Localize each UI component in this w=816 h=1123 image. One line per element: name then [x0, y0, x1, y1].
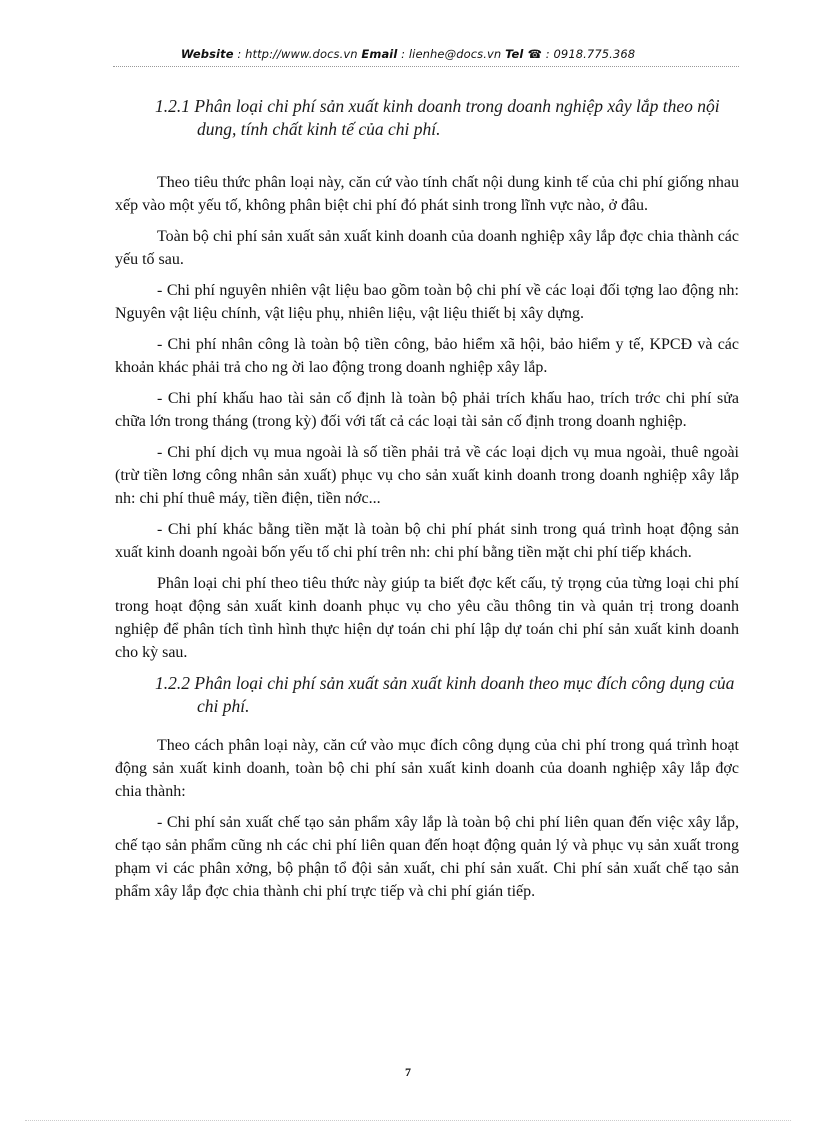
paragraph: - Chi phí sản xuất chế tạo sản phẩm xây lắp là toàn bộ chi phí liên quan đến việc xây lắp, chế tạo sản phẩm cũng nh các chi phí liên quan đến hoạt động quản lý và phục vụ sản xuất trong phạm vi các phân xởng, bộ phận tổ đội sản xuất, chi phí sản xuất. Chi phí sản xuất chế tạo sản phẩm xây lắp đợc chia thành chi phí trực tiếp và chi phí gián tiếp.: [115, 814, 739, 900]
paragraph: Toàn bộ chi phí sản xuất sản xuất kinh doanh của doanh nghiệp xây lắp đợc chia thành các yếu tố sau.: [115, 228, 739, 268]
paragraph: Phân loại chi phí theo tiêu thức này giúp ta biết đợc kết cấu, tỷ trọng của từng loại chi phí trong hoạt động sản xuất kinh doanh phục vụ cho yêu cầu thông tin và quản trị trong doanh nghiệp để phân tích tình hình thực hiện dự toán chi phí lập dự toán chi phí sản xuất kinh doanh cho kỳ sau.: [115, 575, 739, 661]
paragraph: - Chi phí nguyên nhiên vật liệu bao gồm toàn bộ chi phí về các loại đối tợng lao động nh: Nguyên vật liệu chính, vật liệu phụ, nhiên liệu, vật liệu thiết bị xây dựng.: [115, 282, 739, 322]
tel-value: : 0918.775.368: [542, 47, 636, 61]
page-header: [0, 47, 816, 61]
email-value: : lienhe@docs.vn: [397, 47, 506, 61]
paragraph: Theo tiêu thức phân loại này, căn cứ vào tính chất nội dung kinh tế của chi phí giống nhau xếp vào một yếu tố, không phân biệt chi phí đó phát sinh trong lĩnh vực nào, ở đâu.: [115, 174, 739, 214]
paragraph: Theo cách phân loại này, căn cứ vào mục đích công dụng của chi phí trong quá trình hoạt động sản xuất kinh doanh, toàn bộ chi phí sản xuất kinh doanh của doanh nghiệp xây lắp đợc chia thành:: [115, 737, 739, 800]
paragraph: - Chi phí nhân công là toàn bộ tiền công, bảo hiểm xã hội, bảo hiểm y tế, KPCĐ và các khoản khác phải trả cho ng ời lao động trong doanh nghiệp xây lắp.: [115, 336, 739, 376]
tel-label: Tel ☎: [505, 47, 542, 61]
header-divider: [113, 66, 739, 67]
website-label: Website: [180, 47, 234, 61]
footer-divider: [25, 1120, 791, 1121]
paragraph: - Chi phí khấu hao tài sản cố định là toàn bộ phải trích khấu hao, trích trớc chi phí sửa chữa lớn trong tháng (trong kỳ) đối với tất cả các loại tài sản cố định trong doanh nghiệp.: [115, 390, 739, 430]
email-label: Email: [361, 47, 398, 61]
website-value: : http://www.docs.vn: [233, 47, 362, 61]
paragraph: - Chi phí dịch vụ mua ngoài là số tiền phải trả về các loại dịch vụ mua ngoài, thuê ngoài (trừ tiền lơng công nhân sản xuất) phục vụ cho sản xuất kinh doanh trong doanh nghiệp xây lắp nh: chi phí thuê máy, tiền điện, tiền nớc...: [115, 444, 739, 507]
section-heading-1-2-1: 1.2.1 Phân loại chi phí sản xuất kinh doanh trong doanh nghiệp xây lắp theo nội dung, tính chất kinh tế của chi phí.: [155, 96, 720, 139]
page-number: 7: [405, 1065, 411, 1079]
section-heading-1-2-2: 1.2.2 Phân loại chi phí sản xuất sản xuất kinh doanh theo mục đích công dụng của chi phí.: [155, 673, 735, 716]
paragraph: - Chi phí khác bằng tiền mặt là toàn bộ chi phí phát sinh trong quá trình hoạt động sản xuất kinh doanh ngoài bốn yếu tố chi phí trên nh: chi phí bằng tiền mặt chi phí tiếp khách.: [115, 521, 739, 561]
document-body: [115, 95, 739, 911]
